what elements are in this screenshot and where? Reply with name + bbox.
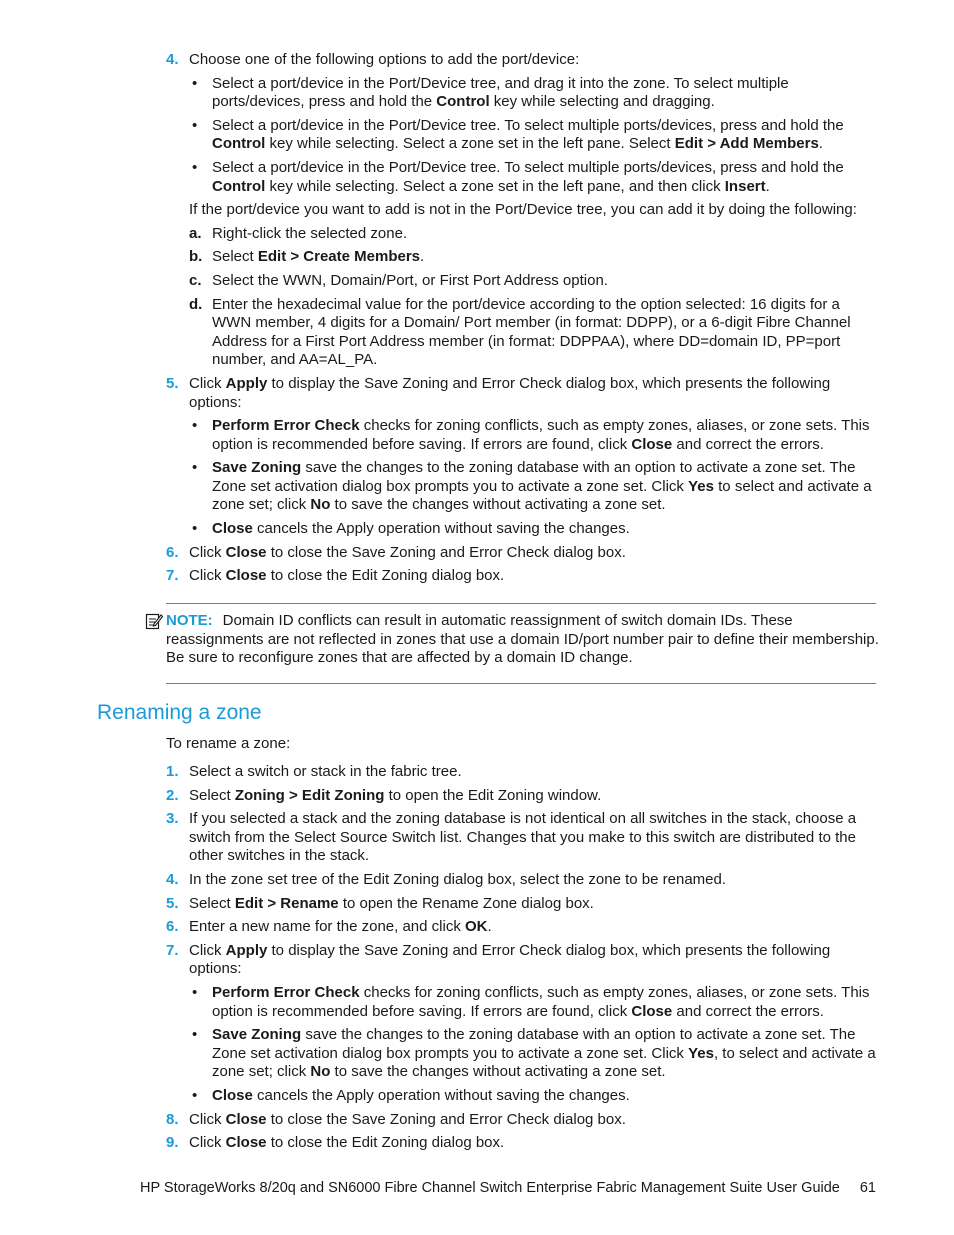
bullet-item <box>166 75 878 112</box>
bold-term: Edit > Add Members <box>674 135 819 153</box>
page-number: 61 <box>859 1180 876 1196</box>
text-run: cancels the Apply operation without saving the changes. <box>252 1086 630 1104</box>
step-7-bullets <box>166 984 878 1111</box>
rename-final-steps <box>166 1111 878 1153</box>
text-run: to open the Rename Zone dialog box. <box>338 894 594 912</box>
substep-item <box>166 272 878 291</box>
text-run: Select a switch or stack in the fabric tree. <box>189 763 462 780</box>
bullet-item <box>166 984 878 1021</box>
text-run: Click <box>189 567 226 585</box>
step-4 <box>166 51 878 70</box>
section-add-members <box>166 51 878 586</box>
bold-term: Close <box>212 1086 253 1104</box>
text-run: , to select and activate a zone set; click <box>212 1044 876 1081</box>
bullet-item <box>166 117 878 154</box>
section-rename-steps <box>166 763 878 1153</box>
text-run: to select and activate a zone set; click <box>212 477 872 514</box>
text-run: and correct the errors. <box>672 435 824 453</box>
page-footer <box>0 1179 876 1198</box>
note-box <box>145 612 880 668</box>
bold-term: Perform Error Check <box>212 983 360 1001</box>
note-bottom-rule <box>166 683 876 684</box>
text-run: Enter a new name for the zone, and click <box>189 918 465 936</box>
step-7 <box>166 567 878 586</box>
bold-term: Close <box>631 1002 673 1020</box>
text-run: Click <box>189 543 226 561</box>
text-run: checks for zoning conflicts, such as empty zones, aliases, or zone sets. This option is recommended before saving. If errors are found, click <box>212 417 870 453</box>
step-item <box>166 942 878 979</box>
step-number: 7. <box>166 567 179 585</box>
intro-text: To rename a zone: <box>166 735 291 752</box>
substep-letter: b. <box>189 248 203 266</box>
bold-term: Edit > Create Members <box>257 248 421 266</box>
text-run: and correct the errors. <box>672 1002 824 1020</box>
bold-term: Close <box>225 543 267 561</box>
step-number: 4. <box>166 51 179 68</box>
bullet-icon: • <box>192 74 198 92</box>
bullet-item <box>166 417 878 454</box>
bold-term: Close <box>225 1110 267 1128</box>
text-run: to save the changes without activating a zone set. <box>330 1063 666 1081</box>
bold-term: Save Zoning <box>212 459 302 477</box>
text-run: . <box>420 248 425 266</box>
step-item <box>166 918 878 937</box>
step-6 <box>166 544 878 563</box>
bold-term: Yes <box>688 477 714 495</box>
bold-term: Perform Error Check <box>212 417 360 435</box>
substep-item <box>166 248 878 267</box>
bullet-item <box>166 459 878 515</box>
step-item <box>166 871 878 890</box>
bullet-icon: • <box>192 158 198 176</box>
bold-term: Close <box>225 567 267 585</box>
step-number: 6. <box>166 543 179 561</box>
text-run: Right-click the selected zone. <box>212 224 408 242</box>
bold-term: Close <box>225 1134 267 1152</box>
substep-letter: a. <box>189 224 202 242</box>
text-run: to display the Save Zoning and Error Check dialog box, which presents the following options: <box>189 374 831 411</box>
bullet-icon: • <box>192 459 198 477</box>
text-run: Select a port/device in the Port/Device tree. To select multiple ports/devices, press and hold the <box>212 116 844 134</box>
bold-term: Apply <box>225 374 268 392</box>
step-number: 5. <box>166 374 179 392</box>
text-run: Select a port/device in the Port/Device tree. To select multiple ports/devices, press and hold the <box>212 158 844 176</box>
rename-steps <box>166 763 878 984</box>
step-number: 2. <box>166 786 179 804</box>
text-run: to close the Save Zoning and Error Check dialog box. <box>266 543 626 561</box>
section-heading: Renaming a zone <box>97 701 262 724</box>
bullet-icon: • <box>192 520 198 538</box>
paragraph: If the port/device you want to add is not in the Port/Device tree, you can add it by doing the following: <box>189 201 857 219</box>
bullet-item <box>166 1087 878 1106</box>
step-item <box>166 763 878 782</box>
step-number: 4. <box>166 870 179 888</box>
bold-term: Apply <box>225 941 268 959</box>
step-number: 1. <box>166 763 179 780</box>
bullet-icon: • <box>192 1086 198 1104</box>
step-item <box>166 787 878 806</box>
step-text: Choose one of the following options to add the port/device: <box>189 51 580 68</box>
bullet-icon: • <box>192 1026 198 1044</box>
bold-term: Control <box>212 135 266 153</box>
text-run: Select <box>212 248 258 266</box>
note-top-rule <box>166 603 876 604</box>
bold-term: Close <box>631 435 673 453</box>
text-run: Select a port/device in the Port/Device tree, and drag it into the zone. To select multiple ports/devices, press and hold the <box>212 74 789 111</box>
text-run: . <box>765 177 770 195</box>
note-body: Domain ID conflicts can result in automatic reassignment of switch domain IDs. These reassignments are not reflected in zones that use a domain ID/port number pair to define their membership. Be sure to reconfigure zones that are affected by a domain ID change. <box>166 612 879 667</box>
text-run: key while selecting and dragging. <box>489 93 715 111</box>
substep-item <box>166 225 878 244</box>
bold-term: Save Zoning <box>212 1026 302 1044</box>
text-run: save the changes to the zoning database with an option to activate a zone set. The Zone set activation dialog box prompts you to activate a zone set. Click <box>212 459 856 495</box>
text-run: to close the Save Zoning and Error Check dialog box. <box>266 1110 626 1128</box>
text-run: checks for zoning conflicts, such as empty zones, aliases, or zone sets. This option is recommended before saving. If errors are found, click <box>212 983 870 1020</box>
bold-term: Insert <box>724 177 766 195</box>
text-run: Select the WWN, Domain/Port, or First Port Address option. <box>212 271 608 289</box>
step-4-substeps <box>166 225 878 375</box>
text-run: Select <box>189 894 235 912</box>
step-5-bullets <box>166 417 878 544</box>
bullet-icon: • <box>192 116 198 134</box>
footer-title: HP StorageWorks 8/20q and SN6000 Fibre Channel Switch Enterprise Fabric Management Suite User Guide <box>140 1180 840 1196</box>
text-run: to open the Edit Zoning window. <box>384 786 602 804</box>
step-item <box>166 544 878 563</box>
text-run: cancels the Apply operation without saving the changes. <box>252 520 630 538</box>
step-number: 9. <box>166 1134 179 1152</box>
text-run: Select <box>189 786 235 804</box>
bold-term: Zoning > Edit Zoning <box>234 786 385 804</box>
step-item <box>166 810 878 866</box>
text-run: save the changes to the zoning database with an option to activate a zone set. The Zone set activation dialog box prompts you to activate a zone set. Click <box>212 1026 856 1062</box>
step-number: 5. <box>166 894 179 912</box>
step-number: 3. <box>166 810 179 828</box>
text-run: If you selected a stack and the zoning database is not identical on all switches in the stack, choose a switch from the Select Source Switch list. Changes that you make to this switch are distributed to the other switches in the stack. <box>189 810 857 865</box>
text-run: Click <box>189 1134 226 1152</box>
step-item <box>166 567 878 586</box>
bold-term: No <box>310 1063 331 1081</box>
text-run: to close the Edit Zoning dialog box. <box>266 567 505 585</box>
text-run: key while selecting. Select a zone set in the left pane, and then click <box>265 177 725 195</box>
step-4-bullets <box>166 75 878 202</box>
bold-term: Control <box>436 93 490 111</box>
note-pencil-icon <box>145 612 163 630</box>
text-run: . <box>818 135 823 153</box>
bullet-icon: • <box>192 417 198 435</box>
bold-term: Control <box>212 177 266 195</box>
text-run: Click <box>189 374 226 392</box>
note-text <box>145 612 880 668</box>
substep-item <box>166 296 878 370</box>
substep-letter: c. <box>189 271 202 289</box>
substep-letter: d. <box>189 295 203 313</box>
bold-term: Edit > Rename <box>234 894 339 912</box>
bullet-item <box>166 1026 878 1082</box>
bullet-item <box>166 159 878 196</box>
step-item <box>166 1111 878 1130</box>
step-item <box>166 375 878 412</box>
step-number: 8. <box>166 1110 179 1128</box>
text-run: In the zone set tree of the Edit Zoning dialog box, select the zone to be renamed. <box>189 870 727 888</box>
text-run: Click <box>189 941 226 959</box>
text-run: Enter the hexadecimal value for the port/device according to the option selected: 16 digits for a WWN member, 4 digits for a Domain/ Port member (in format: DDPP), or a 6-digit Fibre Channel Address for a First Port Address member (in format: DDPPAA), where DD=domain ID, PP=port number, and AA=AL_PA. <box>212 295 851 369</box>
bold-term: No <box>310 496 331 514</box>
text-run: to close the Edit Zoning dialog box. <box>266 1134 505 1152</box>
step-item <box>166 895 878 914</box>
bullet-item <box>166 520 878 539</box>
text-run: Click <box>189 1110 226 1128</box>
text-run: to save the changes without activating a zone set. <box>330 496 666 514</box>
text-run: key while selecting. Select a zone set in the left pane. Select <box>265 135 675 153</box>
step-5 <box>166 375 878 412</box>
bold-term: Close <box>212 520 253 538</box>
step-number: 6. <box>166 918 179 936</box>
text-run: . <box>487 918 492 936</box>
step-number: 7. <box>166 941 179 959</box>
bold-term: Yes <box>688 1044 714 1062</box>
text-run: to display the Save Zoning and Error Check dialog box, which presents the following options: <box>189 941 831 978</box>
bold-term: OK <box>464 918 488 936</box>
step-item <box>166 1134 878 1153</box>
note-label: NOTE: <box>166 612 213 629</box>
bullet-icon: • <box>192 983 198 1001</box>
